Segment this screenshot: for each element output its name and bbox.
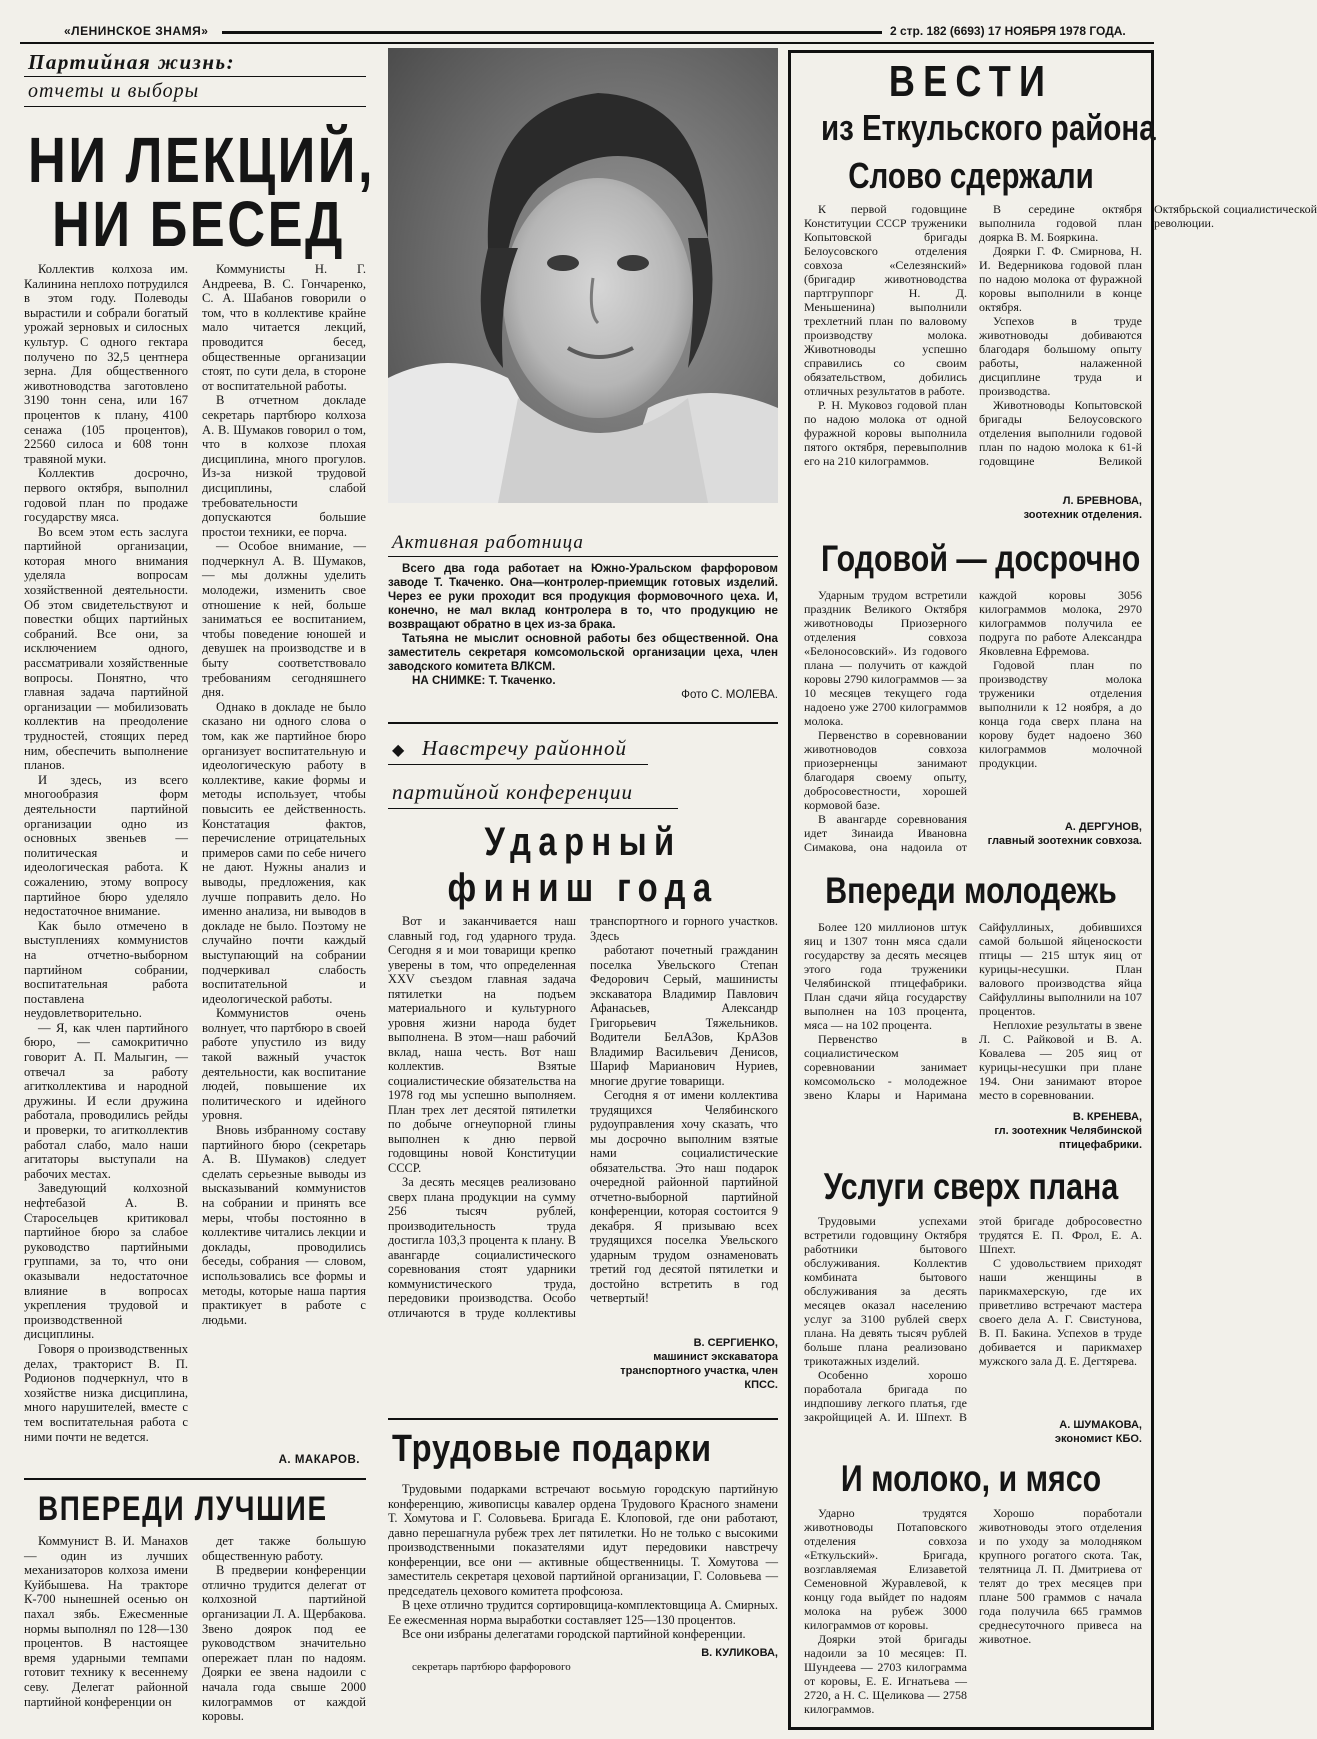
- right-sub-5: И молоко, и мясо: [840, 1458, 1102, 1499]
- left-article-2-body: [24, 1534, 366, 1730]
- center-para: работают почетный гражданин поселка Увельского Степан Федорович Серый, машинисты экскаватора Владимир Павлович Афанасьев, Александр Григорьевич Тяжельников. Водители БелАЗов, КрАЗов Владимир Васильевич Денисов, Шариф Марианович Нуриев, многие другие товарищи.: [590, 943, 778, 1088]
- photo-text-2: Татьяна не мыслит основной работы без общественной. Она заместитель секретаря комсомольской организации цеха, член заводского комитета ВЛКСМ.: [388, 632, 778, 673]
- right-sig-4: [960, 1418, 1142, 1446]
- left-para: Во всем этом есть заслуга партийной организации, которая много внимания уделяла вопросам хозяйственной деятельности. Об этом свидетельствуют и повестки общих партийных собраний. Все они, за исключением одного, рассматривали хозяйственные вопросы. Понятно, что главная задача партийной организации — мобилизовать коллектив на преодоление трудностей, стоящих перед ним, обеспечить выполнение планов.: [24, 524, 188, 773]
- photo-rubric-rule: [388, 556, 778, 557]
- right-sig-4-name: А. ШУМАКОВА,: [1059, 1419, 1142, 1431]
- right-article-1-body: [804, 202, 1317, 492]
- right-para-1: Доярки Г. Ф. Смирнова, Н. И. Ведерникова годовой план по надою молока от фуражной коровы выполнили в конце октября.: [979, 244, 1142, 314]
- photo-caption-block: [388, 562, 778, 702]
- right-sig-1: [960, 494, 1142, 522]
- left-headline-3: ВПЕРЕДИ ЛУЧШИЕ: [38, 1490, 328, 1528]
- right-para-5: Хорошо поработали животноводы этого отделения и по уходу за молодняком крупного рогатого скота. Так, телятница Л. П. Дмитриева от телят до трех месяцев при плане 500 граммов с начала года получила 665 граммов среднесуточного привеса на животное.: [979, 1506, 1142, 1646]
- left-rubric-rule-2: [24, 106, 366, 107]
- center-rubric-rule-1: [388, 764, 648, 765]
- right-para-4: Трудовыми успехами встретили годовщину Октября работники бытового обслуживания. Коллектив комбината бытового обслуживания за десять месяцев оказал населению услуг за 3100 рублей сверх плана. На девять тысяч рублей больше плана реализовано трикотажных изделий.: [804, 1214, 967, 1368]
- right-headline-2: из Еткульского района: [820, 107, 1156, 148]
- center-author: В. СЕРГИЕНКО,: [693, 1337, 778, 1349]
- left-rubric-2: отчеты и выборы: [28, 80, 200, 102]
- left-para: — Особое внимание, — подчеркнул А. В. Шумаков, — мы должны уделить молодежи, изменить свое отношение к ней, больше заниматься ее воспитанием, чтобы поведение юношей и девушек на производстве и в быту соответствовало требованиям сегодняшнего дня.: [202, 539, 366, 700]
- center-para-2: В цехе отлично трудится сортировщица-комплектовщица А. Смирных. Ее ежесменная норма выработки составляет 125—130 процентов.: [388, 1598, 778, 1627]
- right-para-2: Годовой план по производству молока труженики отделения выполнили к 12 ноября, а до конца года сверх плана на корову будет надоено 360 килограммов молочной продукции.: [979, 658, 1142, 770]
- center-rubric-2: партийной конференции: [392, 780, 633, 804]
- left-para-2: В предверии конференции отлично трудится делегат от колхозной партийной организации Л. А. Щербакова. Звено доярок под ее руководством значительно опережает план по надоям. Доярки ее звена надоили с начала года свыше 2000 килограммов от каждой коровы.: [202, 1563, 366, 1724]
- center-para-2: Все они избраны делегатами городской партийной конференции.: [402, 1627, 746, 1641]
- right-para-1: Животноводы Копытовской бригады Белоусовского отделения выполнили годовой план по надою молока к 61-й годовщине Великой Октябрьской социалистической революции.: [979, 202, 1317, 468]
- left-para: Коллектив колхоза им. Калинина неплохо потрудился в этом году. Полеводы вырастили и собрали богатый урожай зерновых и силосных культур. С одного гектара получено по 32,5 центнера зерна. Для общественного животноводства заготовлено 3190 тонн сена, или 167 процентов к плану, 4100 сенажа (105 процентов), 22560 силоса и 608 тонн травяной муки.: [24, 262, 188, 466]
- photo-credit: Фото С. МОЛЕВА.: [681, 688, 778, 701]
- center-author-role: машинист экскаватора транспортного участка, член КПСС.: [620, 1351, 778, 1391]
- right-para-3: Неплохие результаты в звене Л. С. Райковой и В. А. Ковалева — 205 яиц от курицы-несушки при плане 194. Они занимают второе место в соревновании.: [979, 1018, 1142, 1102]
- left-para: Коммунисты Н. Г. Андреева, В. С. Гончаренко, С. А. Шабанов говорили о том, что в коллективе крайне мало читается лекций, проводится бесед, общественные организации стоят, по сути дела, в стороне от воспитательной работы.: [202, 262, 366, 393]
- left-para: В отчетном докладе секретарь партбюро колхоза А. В. Шумаков говорил о том, что в колхозе плохая дисциплина, много прогулов. Из-за низкой трудовой дисциплины, слабой требовательности допускаются большие простои техники, ее порча.: [202, 393, 366, 539]
- right-sig-1-name: Л. БРЕВНОВА,: [1062, 495, 1142, 507]
- left-para: Вновь избранному составу партийного бюро (секретарь А. В. Шумаков) следует сделать серьезные выводы из высказываний коммунистов на собрании и принять все меры, чтобы постоянно в коллективе читались лекции и доклады, проводились беседы, собрания — словом, использовались все формы и методы, которые наша партия практикует в работе с людьми.: [202, 1123, 366, 1327]
- right-sub-4: Услуги сверх плана: [823, 1166, 1119, 1207]
- right-headline-1: ВЕСТИ: [888, 57, 1054, 106]
- center-author-2-role: секретарь партбюро фарфорового: [412, 1661, 571, 1673]
- right-sig-2-name: А. ДЕРГУНОВ,: [1064, 821, 1142, 833]
- left-para: Однако в докладе не было сказано ни одного слова о том, как же партийное бюро организует воспитательную и идеологическую работу в коллективе, какие формы и методы использует, чтобы повысить ее действенность. Констатация фактов, перечисление отрицательных примеров сами по себе ничего не дают. Нужны анализ и выводы, предложения, как лучше поправить дело. Но именно анализа, ни выводов в докладе не было. Поэтому не случайно почти каждый выступающий на собрании подчеркивал слабость воспитательной и идеологической работы.: [202, 699, 366, 1006]
- left-para: Заведующий колхозной нефтебазой А. В. Старосельцев критиковал партийное бюро за слабое руководство партийными группами, за то, что они оказывали недостаточное влияние в вопросах укрепления трудовой и производственной дисциплины.: [24, 1181, 188, 1342]
- right-para-1: К первой годовщине Конституции СССР труженики Копытовской бригады Белоусовского отделения совхоза «Селезянский» (бригадир животноводства партгруппорг Н. Д. Меньшенина) выполнили трехлетний план по валовому производству молока. Животноводы успешно справились со своим обязательством, добились отличных результатов в работе.: [804, 202, 967, 398]
- right-sig-2: [960, 820, 1142, 848]
- right-article-5-body: [804, 1506, 1142, 1722]
- photo-rubric: Активная работница: [392, 532, 584, 553]
- right-sig-3-name: В. КРЕНЕВА,: [1072, 1111, 1142, 1123]
- right-article-4-body: [804, 1214, 1142, 1428]
- left-article-body: [24, 262, 366, 1467]
- right-para-1: Р. Н. Муковоз годовой план по надою молока от одной фуражной коровы выполнила пятого октября, перевыполнив его на 210 килограммов.: [804, 398, 967, 468]
- left-para: — Я, как член партийного бюро, — самокритично говорит А. П. Малыгин, — отвечал за работу агитколлектива и народной дружины. И если дружина работала, проводились рейды и проверки, то агитколлектив работал слабо, мало наши агитаторы выступали на рабочих местах.: [24, 1020, 188, 1181]
- center-para-2: Трудовыми подарками встречают восьмую городскую партийную конференцию, живописцы кавалер ордена Трудового Красного знамени Т. Хомутова и Г. Соловьева. Бригада Е. Клоповой, где они работают, давно перешагнула рубеж трех лет пятилетки. Но не только с высокими производственными показателями идут передовики навстречу конференции, все они — активные общественницы. Т. Хомутова — заместитель секретаря цеховой партийной организации, Г. Соловьева — председатель цехового комитета профсоюза.: [388, 1482, 778, 1598]
- photo-text-1: Всего два года работает на Южно-Уральском фарфоровом заводе Т. Ткаченко. Она—контролер-приемщик готовых изделий. Через ее руки проходит вся продукция формовочного цеха. И, конечно, не мал вклад контролера в то, что продукцию не возвращают обратно в цех из-за брака.: [388, 562, 778, 631]
- left-headline-line-2: НИ БЕСЕД: [52, 188, 345, 260]
- right-para-2: Ударным трудом встретили праздник Великого Октября животноводы Приозерного отделения совхоза «Белоносовский». Из годового плана — получить от каждой коровы 2790 килограммов — за 10 месяцев текущего года надоено уже 2700 килограммов молока.: [804, 588, 967, 728]
- right-sig-3: [960, 1110, 1142, 1152]
- right-para-3: Первенство в социалистическом соревновании занимает комсомольско - молодежное звено Клары и Наримана Сайфуллиных, добившихся самой большой яйценоскости птицы — 215 штук яиц от курицы-несушки. План валового производства яйца Сайфуллины выполнили на 107 процентов.: [804, 920, 1142, 1102]
- center-author-2: В. КУЛИКОВА,: [701, 1646, 778, 1659]
- masthead-paper-name: «ЛЕНИНСКОЕ ЗНАМЯ»: [64, 24, 209, 38]
- right-sig-3-role: гл. зоотехник Челябинской птицефабрики.: [994, 1125, 1142, 1151]
- right-sig-2-role: главный зоотехник совхоза.: [987, 835, 1142, 847]
- photo-caption: НА СНИМКЕ: Т. Ткаченко.: [412, 674, 556, 687]
- right-para-4: Особенно хорошо поработала бригада по индпошиву легкого платья, где закройщицей А. И. Шпехт. В этой бригаде добросовестно трудятся Е. П. Фрол, Е. А. Шпехт.: [804, 1214, 1142, 1424]
- left-para: Говоря о производственных делах, тракторист В. П. Родионов подчеркнул, что в хозяйстве низка дисциплина, много нарушителей, вместе с тем воспитательная работа с ними почти не ведется.: [24, 1341, 188, 1444]
- left-headline-line-1: НИ ЛЕКЦИЙ,: [28, 124, 376, 196]
- center-section-rule: [388, 1418, 778, 1420]
- right-para-1: В середине октября выполнила годовой план доярка В. М. Бояркина.: [979, 202, 1142, 244]
- left-article-author: А. МАКАРОВ.: [278, 1454, 360, 1466]
- masthead: [12, 14, 1154, 44]
- center-article-2-body: [388, 1482, 778, 1727]
- right-para-2: Первенство в соревновании животноводов совхоза приозерненцы занимают благодаря своему опыту, добросовестности, хорошей кормовой базе.: [804, 728, 967, 812]
- masthead-underline: [20, 42, 1154, 44]
- right-para-2: В авангарде соревнования идет Зинаида Ивановна Симакова, она надоила от каждой коровы 3056 килограммов молока, 2970 килограммов получила ее подруга по работе Александра Яковлевна Ефремова.: [804, 588, 1142, 854]
- left-para-2: дет также большую общественную работу.: [202, 1534, 366, 1563]
- right-sig-1-role: зоотехник отделения.: [1023, 509, 1142, 521]
- left-section-rule: [24, 1478, 366, 1480]
- center-para: Сегодня я от имени коллектива трудящихся Челябинского рудоуправления хочу сказать, что мы досрочно выполним взятые нами социалистические обязательства. Это наш подарок очередной районной партийной отчетно-выборной партийной конференции, которая состоится 9 декабря. Я призываю всех трудящихся поселка Увельского ударным трудом ознаменовать третий год десятой пятилетки и достойно встретить в год четвертый!: [590, 1088, 778, 1305]
- right-para-3: Более 120 миллионов штук яиц и 1307 тонн мяса сдали государству за десять месяцев этого года труженики Челябинской птицефабрики. План сдачи яйца государству выполнен на 103 процента, мяса — на 102 процента.: [804, 920, 967, 1032]
- right-para-4: С удовольствием приходят наши женщины в парикмахерскую, где их приветливо встречают мастера своего дела А. Г. Свистунова, В. П. Бакина. Успехов в труде добивается и парикмахер мужского зала Д. Е. Дегтярева.: [979, 1256, 1142, 1368]
- masthead-rule: [222, 31, 882, 34]
- masthead-issue: 2 стр. 182 (6693) 17 НОЯБРЯ 1978 ГОДА.: [890, 24, 1126, 38]
- left-rubric-rule-1: [24, 76, 366, 77]
- right-sub-3: Впереди молодежь: [825, 870, 1117, 911]
- center-headline-1: Ударный: [484, 820, 682, 864]
- center-headline-3: Трудовые подарки: [392, 1428, 712, 1470]
- right-sub-2: Годовой — досрочно: [820, 538, 1141, 579]
- center-headline-2: финиш года: [447, 866, 719, 910]
- left-para: Коммунистов очень волнует, что партбюро в своей работе упустило из виду такой важный участок деятельности, как воспитание людей, повышение их политического и идейного уровня.: [202, 1006, 366, 1123]
- right-article-3-body: [804, 920, 1142, 1110]
- center-article-signature: [592, 1336, 778, 1392]
- left-para-2: Коммунист В. И. Манахов — один из лучших механизаторов колхоза имени Куйбышева. На тракторе К-700 нынешней осенью он пахал зябь. Ежесменные нормы выполнял по 128—130 процентов. В настоящее время ударными темпами готовит технику к весеннему севу. Делегат районной партийной конференции он: [24, 1534, 188, 1709]
- left-para: Как было отмечено в выступлениях коммунистов на отчетно-выборном партийном собрании, воспитательная работа поставлена неудовлетворительно.: [24, 918, 188, 1021]
- photo-block-rule: [388, 722, 778, 724]
- left-para: Коллектив досрочно, первого октября, выполнил годовой план по продаже государству мяса.: [24, 466, 188, 525]
- left-para: И здесь, из всего многообразия форм деятельности партийной организации одно из основных звеньев — политическая и идеологическая работа. К сожалению, этому вопросу партийное бюро уделяло недостаточное внимание.: [24, 772, 188, 919]
- right-para-5: Доярки этой бригады надоили за 10 месяцев: П. Шундеева — 2703 килограмма от коровы, Е. Е. Игнатьева — 2720, а Н. С. Щеликова — 2758 килограммов.: [804, 1632, 967, 1716]
- center-rubric-rule-2: [388, 808, 678, 809]
- center-para: За десять месяцев реализовано сверх плана продукции на сумму 256 тысяч рублей, производительность труда достигла 103,3 процента к плану. В авангарде социалистического соревнования стоят ударники коммунистического труда, передовики производства. Особо отличаются в труде коллективы транспортного и горного участков. Здесь: [388, 914, 778, 1320]
- portrait-photo: [388, 48, 778, 503]
- center-article-body: [388, 914, 778, 1344]
- diamond-icon: ◆: [392, 742, 405, 759]
- portrait-photo-image: [388, 48, 778, 503]
- left-rubric-1: Партийная жизнь:: [28, 50, 236, 74]
- right-sub-1: Слово сдержали: [848, 155, 1094, 196]
- center-para: Вот и заканчивается наш славный год, год ударного труда. Сегодня я и мои товарищи крепко уверены в том, что определенная XXV съездом главная задача пятилетки на подъем материального и культурного уровня жизни народа будет выполнена. В этом—наш рабочий вклад, наша честь. Вот наш коллектив. Взятые социалистические обязательства на 1978 год мы успешно выполняем. План трех лет десятой пятилетки по добыче огнеупорной глины выполнен к дню первой годовщины новой Конституции СССР.: [388, 914, 576, 1175]
- right-para-5: Ударно трудятся животноводы Потаповского отделения совхоза «Еткульский». Бригада, возглавляемая Елизаветой Семеновной Журавлевой, к концу года выйдет по надоям молока на рубеж 3000 килограммов от коровы.: [804, 1506, 967, 1632]
- center-rubric-1: Навстречу районной: [422, 736, 627, 760]
- right-sig-4-role: экономист КБО.: [1054, 1433, 1142, 1445]
- right-para-1: Успехов в труде животноводы добиваются благодаря большому опыту работы, налаженной дисциплине труда и производства.: [979, 314, 1142, 398]
